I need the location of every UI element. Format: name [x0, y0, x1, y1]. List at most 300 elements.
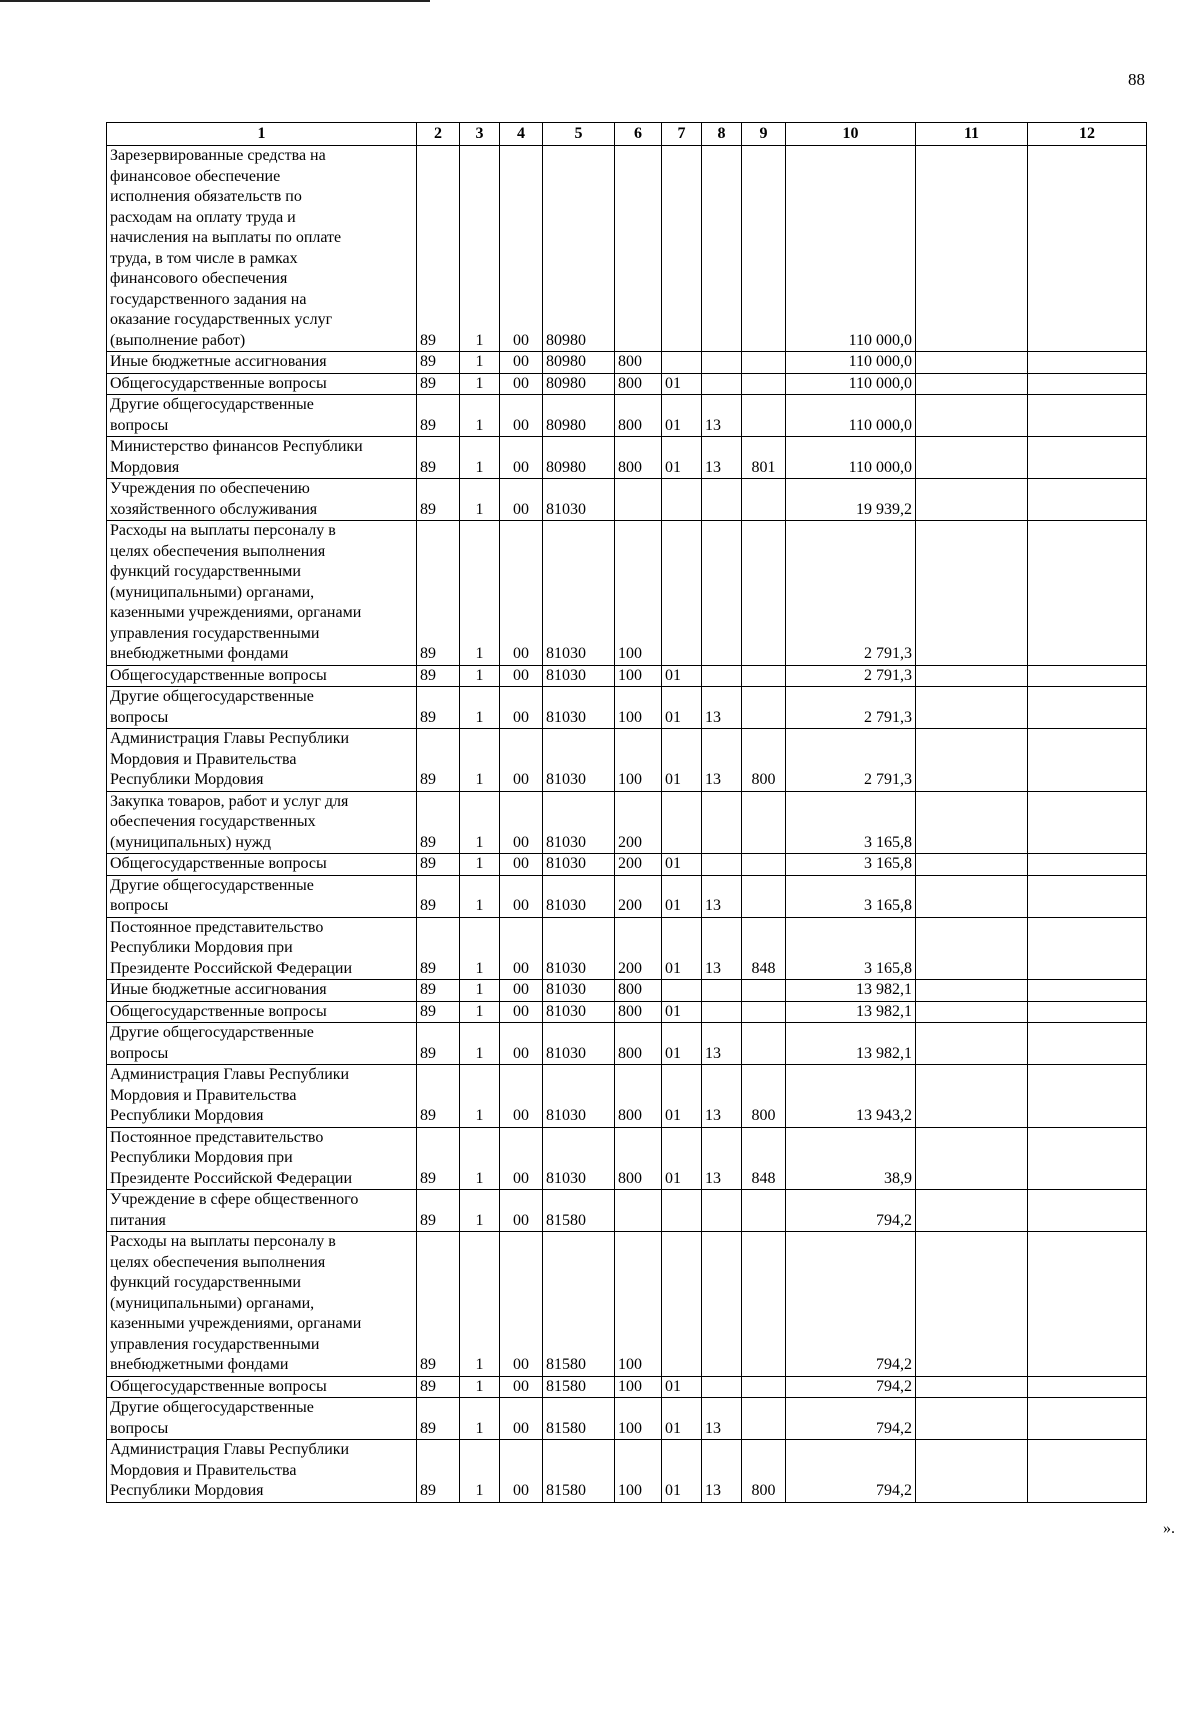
cell-col-6: 100	[615, 1440, 662, 1503]
cell-col-8	[702, 1376, 742, 1398]
cell-col-10: 13 943,2	[786, 1065, 916, 1128]
cell-col-6: 100	[615, 1376, 662, 1398]
cell-col-2: 89	[417, 1232, 460, 1377]
cell-col-4: 00	[500, 395, 543, 437]
table-row	[107, 1232, 1147, 1377]
cell-col-8	[702, 521, 742, 666]
cell-col-6: 200	[615, 854, 662, 876]
cell-col-10: 13 982,1	[786, 1023, 916, 1065]
row-name-cell: Учреждения по обеспечению хозяйственного обслуживания	[107, 479, 417, 521]
cell-col-10: 2 791,3	[786, 687, 916, 729]
header-cell: 2	[417, 123, 460, 146]
cell-col-5: 81030	[543, 729, 615, 792]
row-name-cell: Постоянное представительство Республики Мордовия при Президенте Российской Федерации	[107, 917, 417, 980]
table-row	[107, 1376, 1147, 1398]
cell-col-4: 00	[500, 1398, 543, 1440]
cell-col-6: 800	[615, 1001, 662, 1023]
cell-col-10: 794,2	[786, 1398, 916, 1440]
table-row	[107, 875, 1147, 917]
cell-col-2: 89	[417, 1023, 460, 1065]
header-cell: 1	[107, 123, 417, 146]
cell-col-7: 01	[662, 437, 702, 479]
cell-col-7: 01	[662, 854, 702, 876]
cell-col-6: 100	[615, 1232, 662, 1377]
cell-col-9	[742, 1232, 786, 1377]
cell-col-7: 01	[662, 729, 702, 792]
cell-col-11	[916, 917, 1028, 980]
cell-col-4: 00	[500, 352, 543, 374]
table-row	[107, 980, 1147, 1002]
top-rule	[0, 0, 430, 2]
cell-col-11	[916, 1398, 1028, 1440]
row-name-cell: Другие общегосударственные вопросы	[107, 1398, 417, 1440]
table-row	[107, 665, 1147, 687]
cell-col-12	[1028, 854, 1147, 876]
cell-col-3: 1	[460, 373, 500, 395]
header-row	[107, 123, 1147, 146]
table-row	[107, 1065, 1147, 1128]
cell-col-9	[742, 1398, 786, 1440]
cell-col-4: 00	[500, 917, 543, 980]
cell-col-2: 89	[417, 980, 460, 1002]
cell-col-4: 00	[500, 1232, 543, 1377]
cell-col-10: 110 000,0	[786, 352, 916, 374]
cell-col-6: 100	[615, 729, 662, 792]
cell-col-5: 81580	[543, 1440, 615, 1503]
cell-col-2: 89	[417, 1127, 460, 1190]
cell-col-4: 00	[500, 437, 543, 479]
cell-col-12	[1028, 1190, 1147, 1232]
cell-col-5: 81030	[543, 1065, 615, 1128]
row-name-cell: Общегосударственные вопросы	[107, 1001, 417, 1023]
cell-col-4: 00	[500, 1127, 543, 1190]
table-row	[107, 1398, 1147, 1440]
cell-col-5: 81030	[543, 521, 615, 666]
cell-col-3: 1	[460, 665, 500, 687]
row-name-cell: Другие общегосударственные вопросы	[107, 875, 417, 917]
cell-col-2: 89	[417, 146, 460, 352]
cell-col-8	[702, 479, 742, 521]
cell-col-9	[742, 521, 786, 666]
cell-col-6: 800	[615, 980, 662, 1002]
cell-col-11	[916, 687, 1028, 729]
cell-col-9	[742, 373, 786, 395]
cell-col-6: 800	[615, 1127, 662, 1190]
table-row	[107, 146, 1147, 352]
cell-col-10: 110 000,0	[786, 395, 916, 437]
table-row	[107, 854, 1147, 876]
cell-col-6: 800	[615, 437, 662, 479]
cell-col-9	[742, 980, 786, 1002]
cell-col-5: 81030	[543, 479, 615, 521]
table-row	[107, 687, 1147, 729]
row-name-cell: Администрация Главы Республики Мордовия и Правительства Республики Мордовия	[107, 1440, 417, 1503]
cell-col-6: 800	[615, 373, 662, 395]
cell-col-4: 00	[500, 980, 543, 1002]
cell-col-9: 800	[742, 1065, 786, 1128]
cell-col-7: 01	[662, 875, 702, 917]
cell-col-7: 01	[662, 917, 702, 980]
cell-col-12	[1028, 437, 1147, 479]
cell-col-2: 89	[417, 395, 460, 437]
cell-col-11	[916, 146, 1028, 352]
cell-col-5: 80980	[543, 437, 615, 479]
cell-col-6: 100	[615, 521, 662, 666]
cell-col-11	[916, 1065, 1028, 1128]
row-name-cell: Общегосударственные вопросы	[107, 854, 417, 876]
cell-col-7: 01	[662, 1376, 702, 1398]
cell-col-2: 89	[417, 854, 460, 876]
cell-col-12	[1028, 1398, 1147, 1440]
row-name-cell: Закупка товаров, работ и услуг для обеспечения государственных (муниципальных) нужд	[107, 791, 417, 854]
cell-col-10: 2 791,3	[786, 665, 916, 687]
header-cell: 8	[702, 123, 742, 146]
row-name-cell: Другие общегосударственные вопросы	[107, 687, 417, 729]
cell-col-8: 13	[702, 1023, 742, 1065]
cell-col-7: 01	[662, 1065, 702, 1128]
row-name-cell: Общегосударственные вопросы	[107, 665, 417, 687]
cell-col-5: 81030	[543, 665, 615, 687]
cell-col-10: 2 791,3	[786, 729, 916, 792]
cell-col-7: 01	[662, 373, 702, 395]
row-name-cell: Другие общегосударственные вопросы	[107, 1023, 417, 1065]
cell-col-11	[916, 395, 1028, 437]
cell-col-3: 1	[460, 352, 500, 374]
cell-col-11	[916, 1001, 1028, 1023]
cell-col-7	[662, 352, 702, 374]
row-name-cell: Постоянное представительство Республики Мордовия при Президенте Российской Федерации	[107, 1127, 417, 1190]
cell-col-8	[702, 665, 742, 687]
cell-col-11	[916, 1440, 1028, 1503]
cell-col-8	[702, 854, 742, 876]
cell-col-6: 200	[615, 875, 662, 917]
cell-col-8	[702, 1001, 742, 1023]
cell-col-12	[1028, 373, 1147, 395]
header-cell: 12	[1028, 123, 1147, 146]
cell-col-4: 00	[500, 687, 543, 729]
table-row	[107, 352, 1147, 374]
cell-col-11	[916, 791, 1028, 854]
cell-col-7	[662, 146, 702, 352]
cell-col-9: 848	[742, 917, 786, 980]
cell-col-4: 00	[500, 373, 543, 395]
cell-col-8	[702, 980, 742, 1002]
cell-col-11	[916, 1232, 1028, 1377]
cell-col-3: 1	[460, 1023, 500, 1065]
cell-col-5: 81030	[543, 1023, 615, 1065]
cell-col-10: 110 000,0	[786, 373, 916, 395]
cell-col-12	[1028, 1001, 1147, 1023]
cell-col-8: 13	[702, 395, 742, 437]
cell-col-10: 2 791,3	[786, 521, 916, 666]
cell-col-2: 89	[417, 521, 460, 666]
cell-col-8	[702, 373, 742, 395]
cell-col-7	[662, 521, 702, 666]
cell-col-9: 800	[742, 1440, 786, 1503]
cell-col-4: 00	[500, 791, 543, 854]
cell-col-12	[1028, 1065, 1147, 1128]
cell-col-12	[1028, 687, 1147, 729]
cell-col-11	[916, 854, 1028, 876]
cell-col-8: 13	[702, 729, 742, 792]
cell-col-5: 81030	[543, 1127, 615, 1190]
row-name-cell: Расходы на выплаты персоналу в целях обеспечения выполнения функций государственными (муниципальными) органами, казенными учреждениями, органами управления государственными внебюджетными фондами	[107, 1232, 417, 1377]
cell-col-5: 81030	[543, 791, 615, 854]
cell-col-12	[1028, 479, 1147, 521]
cell-col-3: 1	[460, 437, 500, 479]
cell-col-6: 800	[615, 1023, 662, 1065]
table-row	[107, 1023, 1147, 1065]
cell-col-11	[916, 729, 1028, 792]
cell-col-5: 81030	[543, 854, 615, 876]
cell-col-12	[1028, 1376, 1147, 1398]
cell-col-2: 89	[417, 791, 460, 854]
cell-col-5: 81030	[543, 980, 615, 1002]
cell-col-6: 100	[615, 687, 662, 729]
cell-col-7: 01	[662, 687, 702, 729]
cell-col-9	[742, 791, 786, 854]
cell-col-2: 89	[417, 875, 460, 917]
cell-col-4: 00	[500, 875, 543, 917]
cell-col-2: 89	[417, 687, 460, 729]
table-row	[107, 395, 1147, 437]
cell-col-3: 1	[460, 1440, 500, 1503]
cell-col-12	[1028, 665, 1147, 687]
cell-col-3: 1	[460, 1001, 500, 1023]
cell-col-7: 01	[662, 395, 702, 437]
cell-col-10: 19 939,2	[786, 479, 916, 521]
cell-col-11	[916, 352, 1028, 374]
cell-col-10: 3 165,8	[786, 854, 916, 876]
cell-col-12	[1028, 521, 1147, 666]
cell-col-12	[1028, 1127, 1147, 1190]
cell-col-11	[916, 373, 1028, 395]
cell-col-7: 01	[662, 1127, 702, 1190]
cell-col-12	[1028, 352, 1147, 374]
cell-col-4: 00	[500, 146, 543, 352]
row-name-cell: Другие общегосударственные вопросы	[107, 395, 417, 437]
cell-col-9	[742, 875, 786, 917]
cell-col-4: 00	[500, 1376, 543, 1398]
cell-col-3: 1	[460, 1190, 500, 1232]
cell-col-5: 80980	[543, 146, 615, 352]
cell-col-7	[662, 980, 702, 1002]
row-name-cell: Учреждение в сфере общественного питания	[107, 1190, 417, 1232]
cell-col-4: 00	[500, 729, 543, 792]
cell-col-9	[742, 854, 786, 876]
cell-col-10: 794,2	[786, 1232, 916, 1377]
cell-col-8: 13	[702, 917, 742, 980]
header-cell: 9	[742, 123, 786, 146]
cell-col-11	[916, 1023, 1028, 1065]
cell-col-5: 80980	[543, 373, 615, 395]
cell-col-7	[662, 479, 702, 521]
cell-col-7	[662, 1232, 702, 1377]
budget-table	[106, 122, 1147, 1503]
cell-col-8: 13	[702, 1065, 742, 1128]
table-row	[107, 479, 1147, 521]
cell-col-12	[1028, 791, 1147, 854]
cell-col-6: 200	[615, 917, 662, 980]
header-cell: 3	[460, 123, 500, 146]
row-name-cell: Иные бюджетные ассигнования	[107, 352, 417, 374]
header-cell: 5	[543, 123, 615, 146]
cell-col-11	[916, 521, 1028, 666]
cell-col-2: 89	[417, 1065, 460, 1128]
row-name-cell: Министерство финансов Республики Мордовия	[107, 437, 417, 479]
cell-col-11	[916, 1190, 1028, 1232]
cell-col-6	[615, 479, 662, 521]
header-cell: 11	[916, 123, 1028, 146]
cell-col-10: 3 165,8	[786, 875, 916, 917]
cell-col-4: 00	[500, 1065, 543, 1128]
cell-col-11	[916, 980, 1028, 1002]
cell-col-9: 848	[742, 1127, 786, 1190]
cell-col-10: 38,9	[786, 1127, 916, 1190]
cell-col-3: 1	[460, 1065, 500, 1128]
row-name-cell: Общегосударственные вопросы	[107, 373, 417, 395]
cell-col-4: 00	[500, 1023, 543, 1065]
cell-col-9	[742, 665, 786, 687]
table-row	[107, 1127, 1147, 1190]
cell-col-6	[615, 1190, 662, 1232]
cell-col-9	[742, 146, 786, 352]
table-row	[107, 1001, 1147, 1023]
cell-col-4: 00	[500, 1190, 543, 1232]
cell-col-8: 13	[702, 1440, 742, 1503]
cell-col-12	[1028, 917, 1147, 980]
cell-col-2: 89	[417, 1376, 460, 1398]
cell-col-4: 00	[500, 854, 543, 876]
cell-col-10: 13 982,1	[786, 1001, 916, 1023]
table-row	[107, 1440, 1147, 1503]
cell-col-5: 80980	[543, 352, 615, 374]
cell-col-5: 81580	[543, 1232, 615, 1377]
cell-col-9	[742, 1376, 786, 1398]
cell-col-9: 800	[742, 729, 786, 792]
cell-col-4: 00	[500, 665, 543, 687]
header-cell: 10	[786, 123, 916, 146]
cell-col-7: 01	[662, 665, 702, 687]
table-row	[107, 729, 1147, 792]
cell-col-2: 89	[417, 373, 460, 395]
cell-col-9	[742, 395, 786, 437]
cell-col-3: 1	[460, 395, 500, 437]
cell-col-7	[662, 791, 702, 854]
cell-col-5: 80980	[543, 395, 615, 437]
cell-col-3: 1	[460, 521, 500, 666]
page-number: 88	[1128, 70, 1145, 89]
cell-col-5: 81580	[543, 1190, 615, 1232]
cell-col-9	[742, 687, 786, 729]
cell-col-10: 110 000,0	[786, 437, 916, 479]
table-row	[107, 373, 1147, 395]
cell-col-6: 100	[615, 1398, 662, 1440]
cell-col-12	[1028, 1023, 1147, 1065]
cell-col-11	[916, 1127, 1028, 1190]
cell-col-8	[702, 1190, 742, 1232]
cell-col-12	[1028, 875, 1147, 917]
header-cell: 7	[662, 123, 702, 146]
cell-col-12	[1028, 395, 1147, 437]
cell-col-2: 89	[417, 917, 460, 980]
cell-col-8: 13	[702, 1127, 742, 1190]
cell-col-9	[742, 479, 786, 521]
cell-col-4: 00	[500, 479, 543, 521]
table-row	[107, 521, 1147, 666]
cell-col-5: 81030	[543, 1001, 615, 1023]
cell-col-11	[916, 479, 1028, 521]
cell-col-6: 800	[615, 352, 662, 374]
cell-col-12	[1028, 1232, 1147, 1377]
table-row	[107, 791, 1147, 854]
cell-col-9	[742, 1023, 786, 1065]
cell-col-3: 1	[460, 875, 500, 917]
cell-col-10: 13 982,1	[786, 980, 916, 1002]
cell-col-5: 81030	[543, 687, 615, 729]
cell-col-9	[742, 1001, 786, 1023]
cell-col-8: 13	[702, 1398, 742, 1440]
cell-col-8: 13	[702, 437, 742, 479]
cell-col-5: 81030	[543, 875, 615, 917]
cell-col-6: 800	[615, 395, 662, 437]
header-cell: 4	[500, 123, 543, 146]
cell-col-3: 1	[460, 980, 500, 1002]
table-body	[107, 146, 1147, 1503]
cell-col-3: 1	[460, 146, 500, 352]
cell-col-8: 13	[702, 875, 742, 917]
cell-col-12	[1028, 1440, 1147, 1503]
row-name-cell: Администрация Главы Республики Мордовия и Правительства Республики Мордовия	[107, 729, 417, 792]
cell-col-3: 1	[460, 1232, 500, 1377]
cell-col-11	[916, 437, 1028, 479]
cell-col-2: 89	[417, 479, 460, 521]
cell-col-10: 794,2	[786, 1440, 916, 1503]
cell-col-5: 81030	[543, 917, 615, 980]
cell-col-8	[702, 146, 742, 352]
cell-col-11	[916, 875, 1028, 917]
cell-col-12	[1028, 729, 1147, 792]
cell-col-2: 89	[417, 1440, 460, 1503]
closing-mark: ».	[1163, 1520, 1175, 1537]
row-name-cell: Общегосударственные вопросы	[107, 1376, 417, 1398]
cell-col-4: 00	[500, 1001, 543, 1023]
cell-col-3: 1	[460, 917, 500, 980]
cell-col-10: 110 000,0	[786, 146, 916, 352]
cell-col-7	[662, 1190, 702, 1232]
cell-col-4: 00	[500, 521, 543, 666]
cell-col-5: 81580	[543, 1398, 615, 1440]
cell-col-3: 1	[460, 1376, 500, 1398]
cell-col-3: 1	[460, 854, 500, 876]
cell-col-7: 01	[662, 1440, 702, 1503]
cell-col-4: 00	[500, 1440, 543, 1503]
cell-col-2: 89	[417, 1001, 460, 1023]
cell-col-3: 1	[460, 1398, 500, 1440]
cell-col-2: 89	[417, 729, 460, 792]
cell-col-3: 1	[460, 687, 500, 729]
cell-col-9: 801	[742, 437, 786, 479]
cell-col-10: 794,2	[786, 1190, 916, 1232]
table-row	[107, 917, 1147, 980]
cell-col-7: 01	[662, 1001, 702, 1023]
cell-col-9	[742, 352, 786, 374]
cell-col-6: 200	[615, 791, 662, 854]
cell-col-12	[1028, 980, 1147, 1002]
cell-col-11	[916, 665, 1028, 687]
cell-col-3: 1	[460, 479, 500, 521]
cell-col-8	[702, 352, 742, 374]
